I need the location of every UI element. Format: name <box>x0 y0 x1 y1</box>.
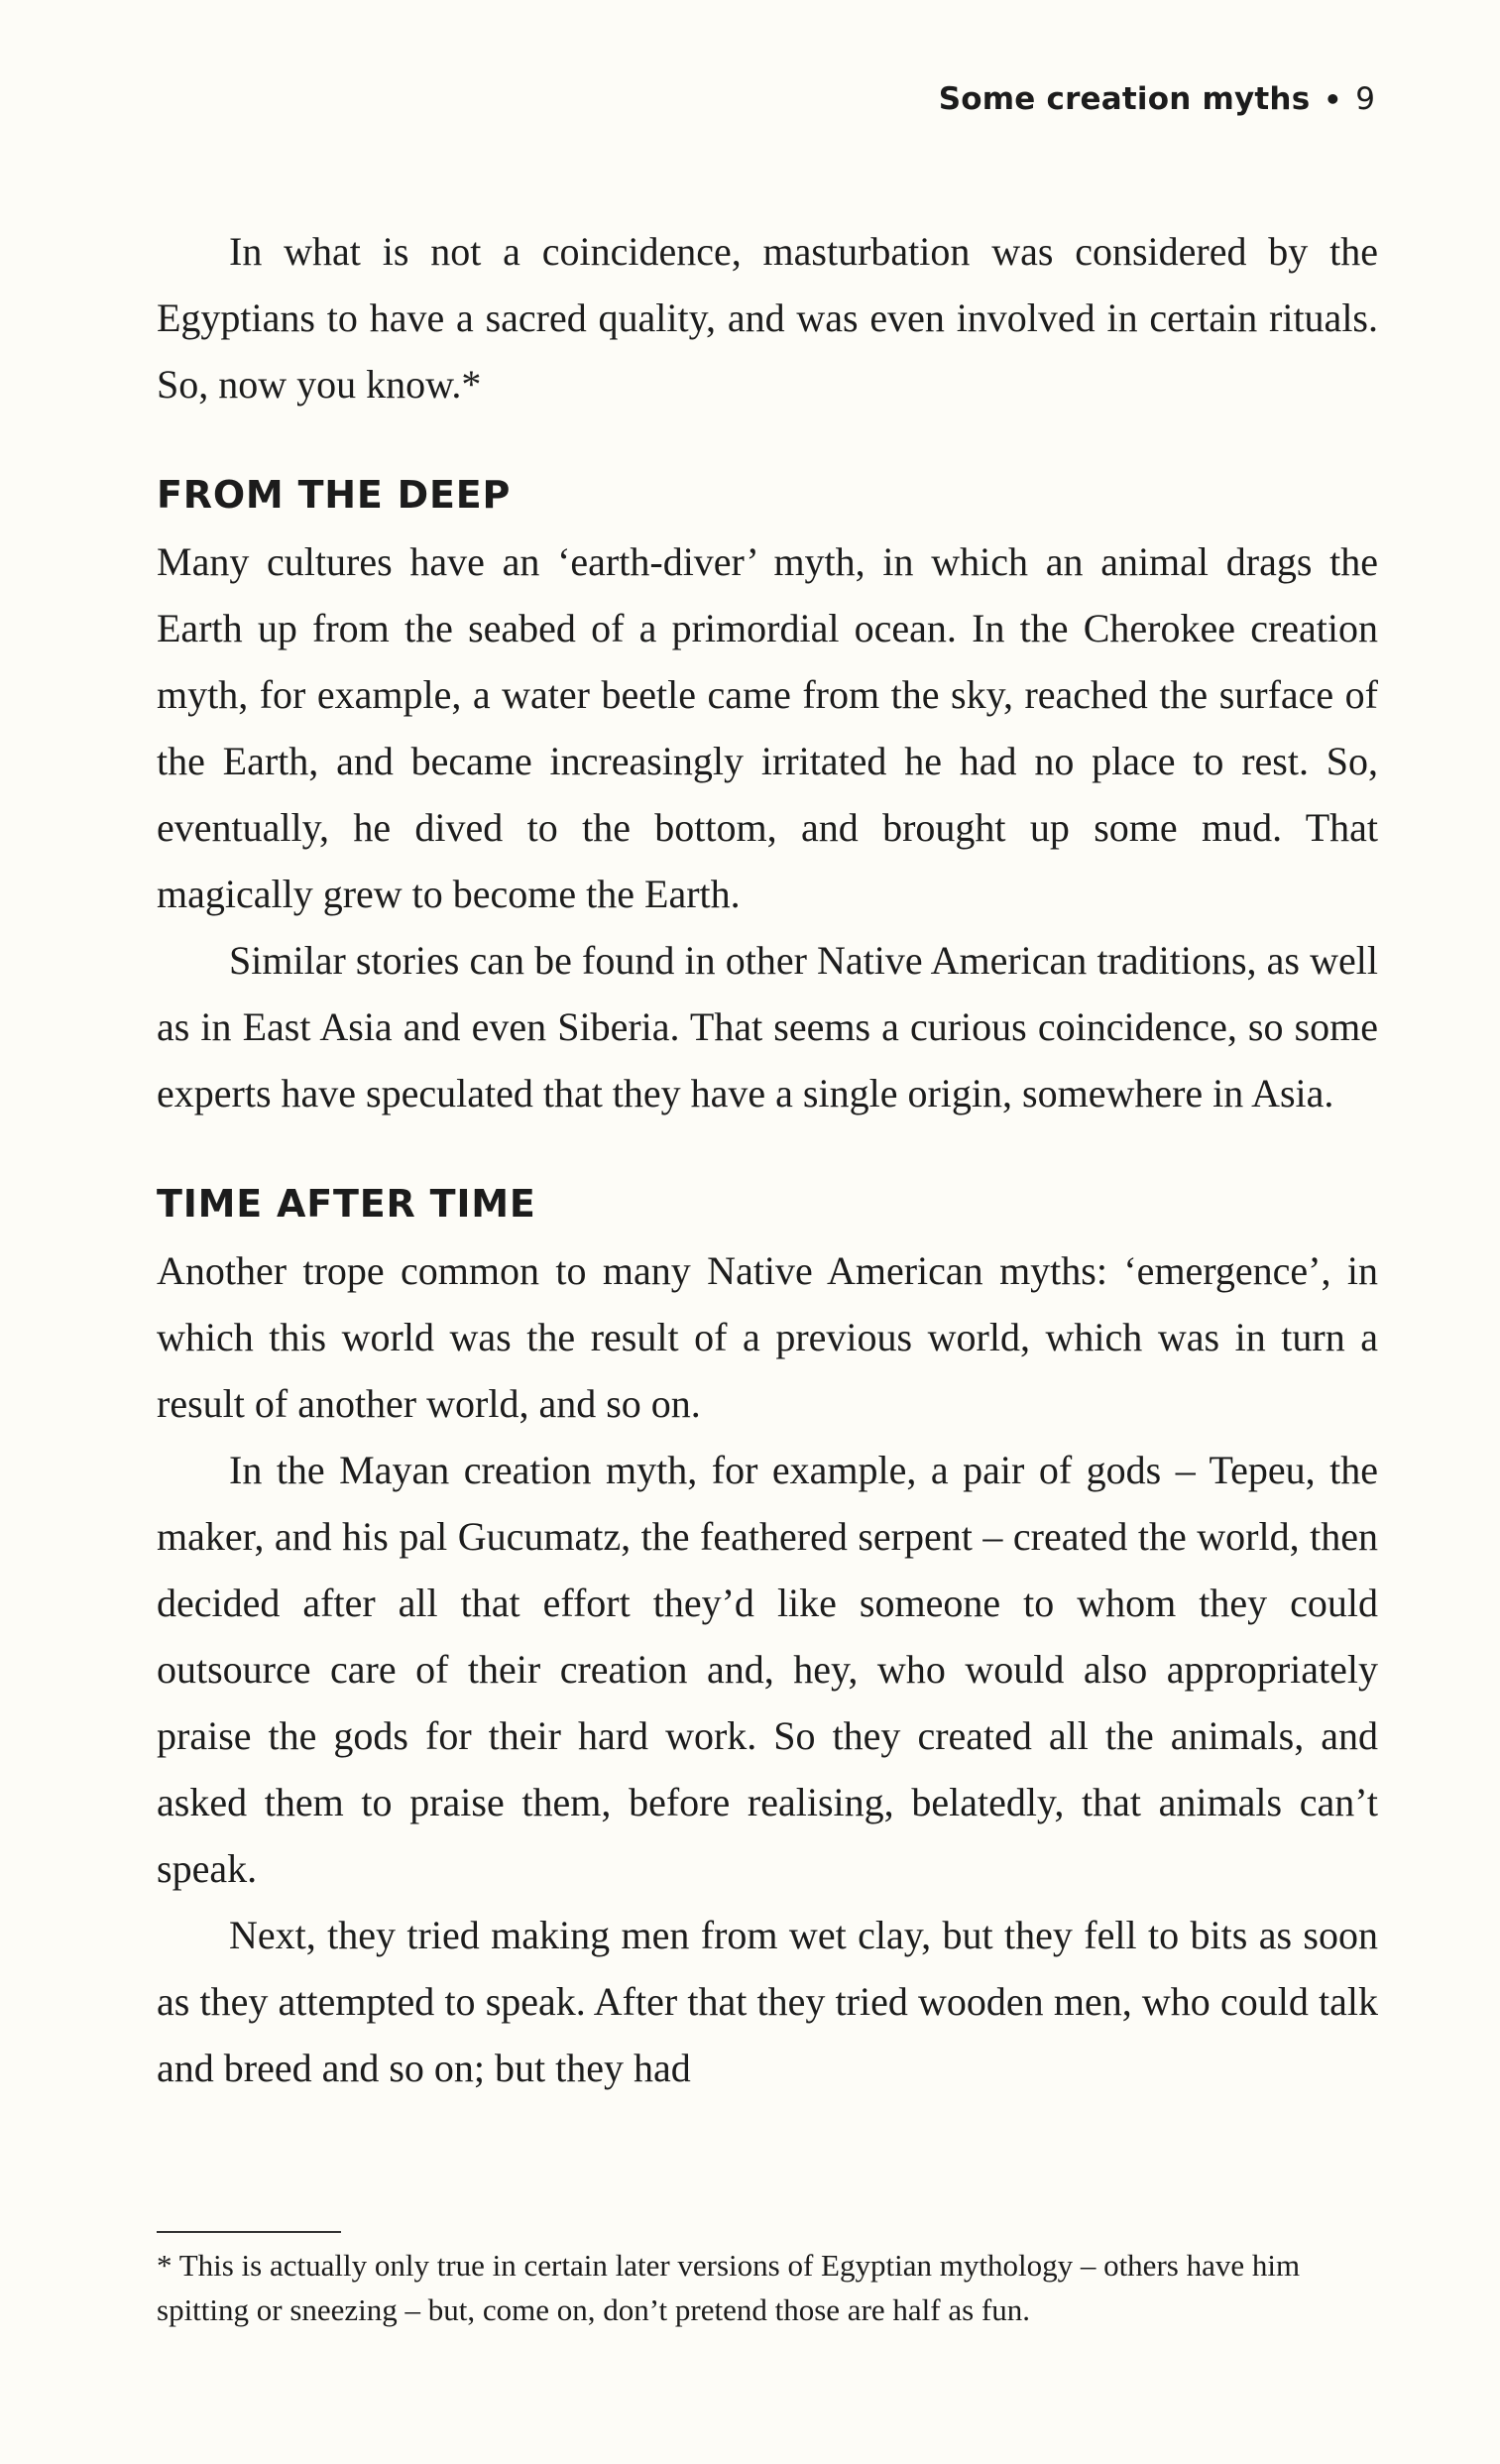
paragraph-mayan-myth: In the Mayan creation myth, for example, a pair of gods – Tepeu, the maker, and his pal Gucumatz, the feathered serpent – created the world, then decided after all that effort they’d like someone to whom they could outsource care of their creation and, hey, who would also appropriately praise the gods for their hard work. So they created all the animals, and asked them to praise them, before realising, belatedly, that animals can’t speak. <box>157 1448 1378 1891</box>
footnote: * This is actually only true in certain later versions of Egyptian mythology – others have him spitting or sneezing – but, come on, don’t pretend those are half as fun. <box>157 2248 1301 2327</box>
section-heading-from-the-deep: FROM THE DEEP <box>157 473 512 517</box>
paragraph-clay-and-wooden-men: Next, they tried making men from wet clay, but they fell to bits as soon as they attempted to speak. After that they tried wooden men, who could talk and breed and so on; but they had <box>157 1913 1378 2090</box>
paragraph-emergence: Another trope common to many Native American myths: ‘emergence’, in which this world was the result of a previous world, which was in turn a result of another world, and so on. <box>157 1248 1378 1426</box>
footnote-rule <box>157 2231 341 2233</box>
paragraph-earth-diver: Many cultures have an ‘earth-diver’ myth, in which an animal drags the Earth up from the seabed of a primordial ocean. In the Cherokee creation myth, for example, a water beetle came from the sky, reached the surface of the Earth, and became increasingly irritated he had no place to rest. So, eventually, he dived to the bottom, and brought up some mud. That magically grew to become the Earth. <box>157 539 1378 916</box>
page-number: 9 <box>1355 81 1375 117</box>
body-text <box>157 218 1378 2101</box>
paragraph-similar-stories: Similar stories can be found in other Native American traditions, as well as in East Asia and even Siberia. That seems a curious coincidence, so some experts have speculated that they have a single origin, somewhere in Asia. <box>157 938 1378 1115</box>
paragraph-egyptian-ritual: In what is not a coincidence, masturbation was considered by the Egyptians to have a sacred quality, and was even involved in certain rituals. So, now you know.* <box>157 229 1378 407</box>
running-head <box>939 81 1375 117</box>
running-head-separator: • <box>1324 83 1342 116</box>
running-head-title: Some creation myths <box>938 81 1311 117</box>
section-heading-time-after-time: TIME AFTER TIME <box>157 1182 536 1226</box>
